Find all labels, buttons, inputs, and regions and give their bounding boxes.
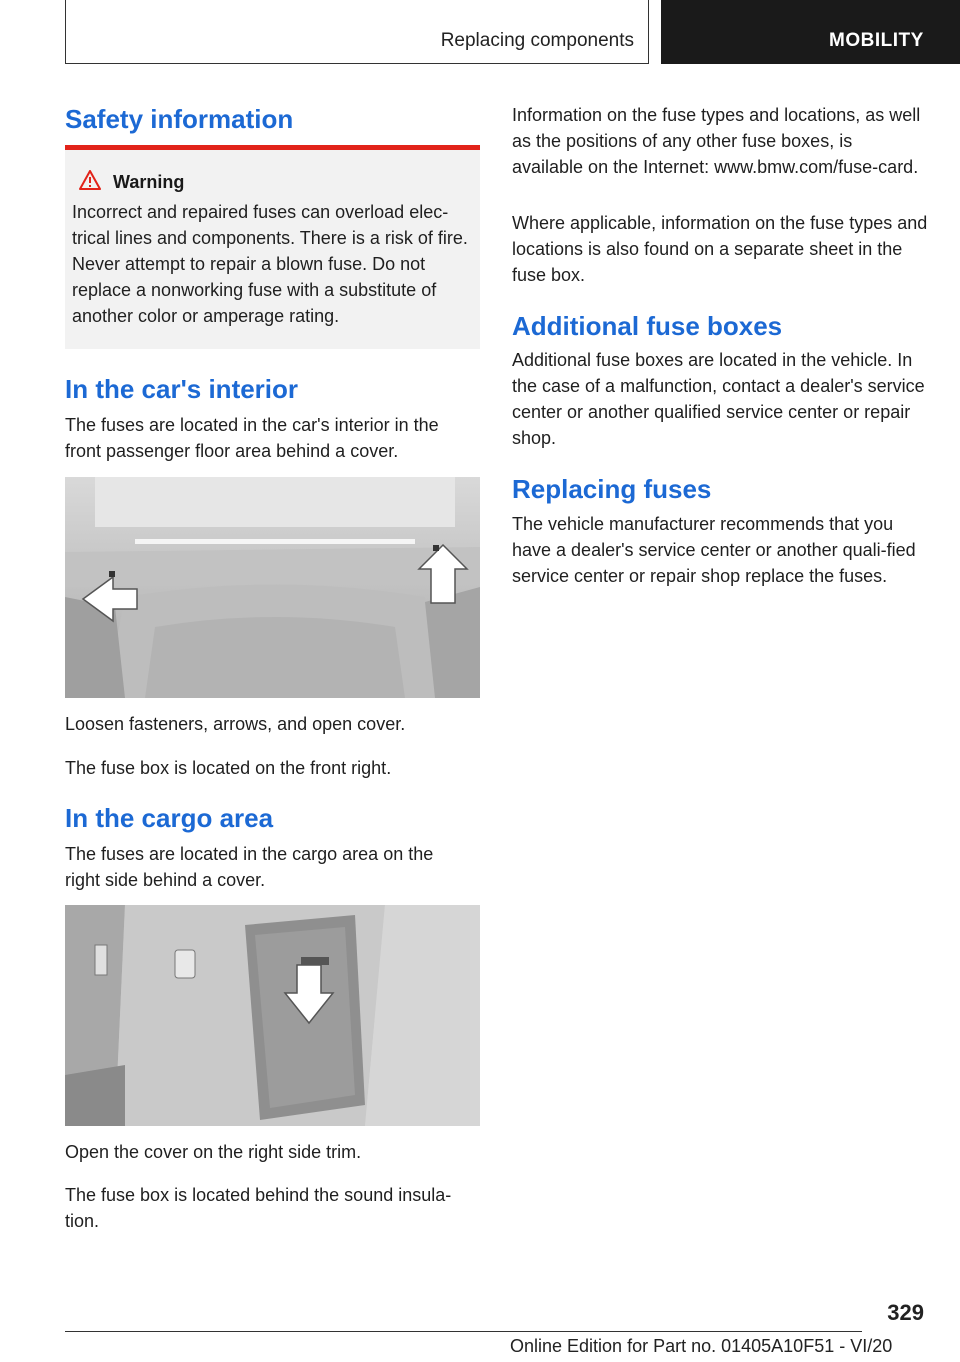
interior-text: The fuses are located in the car's interior in the front passenger floor area behind a cover. (65, 415, 439, 461)
page-number: 329 (887, 1300, 924, 1325)
header-section-tab (65, 0, 649, 64)
additional-heading: Additional fuse boxes (512, 311, 783, 341)
warning-text: Incorrect and repaired fuses can overload elec-trical lines and components. There is a risk of fire. Never attempt to repair a blown fuse. Do not replace a nonworking fuse with a substitute of another color or amperage rating. (72, 202, 468, 326)
cargo-caption-2: The fuse box is located behind the sound insula-tion. (65, 1185, 452, 1231)
cargo-fuse-cover-photo (65, 905, 480, 1126)
info-text-1: Information on the fuse types and locations, as well as the positions of any other fuse boxes, is available on the Internet: www.bmw.com/fuse-card. (512, 105, 921, 177)
warning-triangle-icon (79, 170, 101, 195)
header-chapter-title: MOBILITY (829, 30, 924, 51)
warning-header (79, 170, 184, 195)
footer-edition: Online Edition for Part no. 01405A10F51 - VI/20 (510, 1336, 893, 1356)
interior-caption-1: Loosen fasteners, arrows, and open cover. (65, 714, 406, 734)
interior-heading: In the car's interior (65, 374, 299, 404)
info-text-2: Where applicable, information on the fuse types and locations is also found on a separate sheet in the fuse box. (512, 213, 928, 285)
header-chapter-tab (661, 0, 960, 64)
footer-rule (65, 1331, 862, 1332)
warning-box (65, 150, 480, 349)
cargo-text: The fuses are located in the cargo area on the right side behind a cover. (65, 844, 434, 890)
replacing-heading: Replacing fuses (512, 474, 712, 504)
header-section-title: Replacing components (440, 30, 634, 51)
additional-text: Additional fuse boxes are located in the vehicle. In the case of a malfunction, contact a dealer's service center or another qualified service center or repair shop. (512, 350, 925, 448)
interior-caption-2: The fuse box is located on the front right. (65, 758, 392, 778)
cargo-heading: In the cargo area (65, 803, 274, 833)
interior-fuse-cover-photo (65, 477, 480, 698)
warning-label: Warning (113, 172, 185, 192)
replacing-text: The vehicle manufacturer recommends that you have a dealer's service center or another quali-fied service center or repair shop replace the fuses. (512, 514, 916, 586)
cargo-caption-1: Open the cover on the right side trim. (65, 1142, 362, 1162)
safety-heading: Safety information (65, 104, 294, 134)
